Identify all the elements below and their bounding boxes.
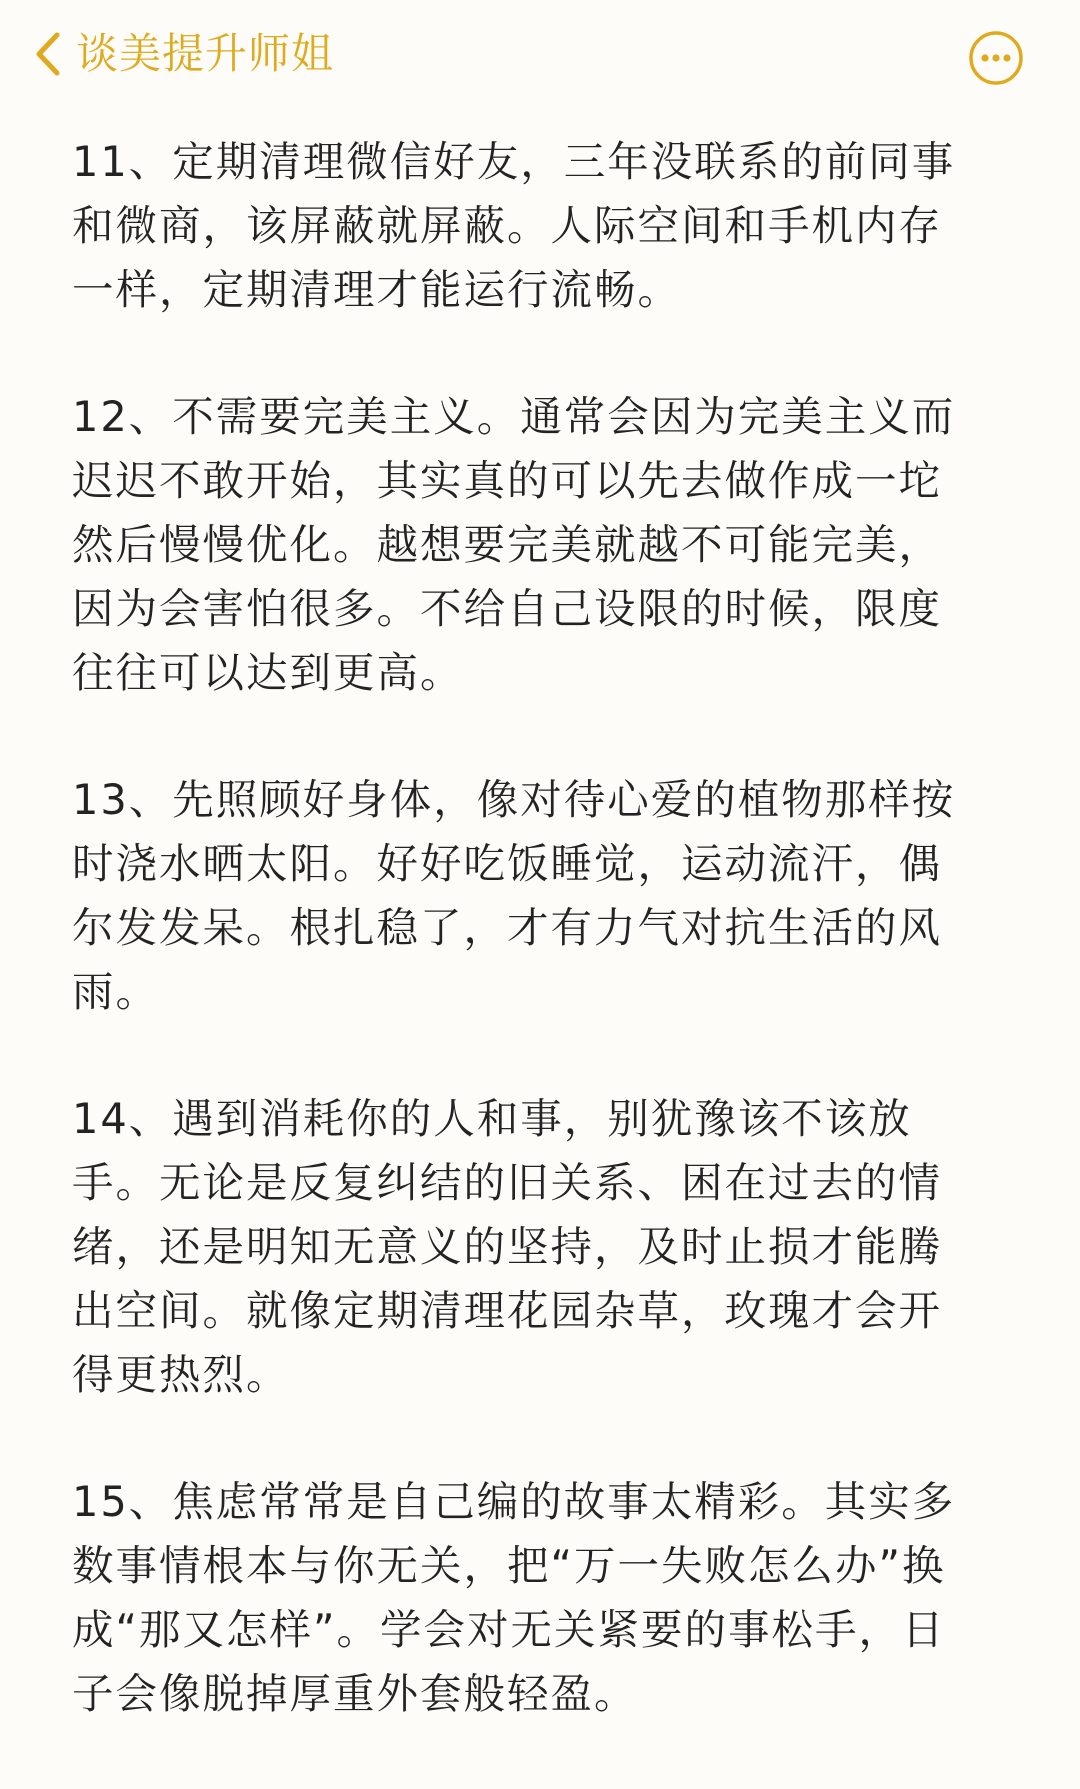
back-button[interactable] [34, 22, 334, 86]
note-body[interactable] [72, 130, 984, 1789]
note-paragraph-12: 12、不需要完美主义。通常会因为完美主义而迟迟不敢开始，其实真的可以先去做作成一坨然后慢慢优化。越想要完美就越不可能完美，因为会害怕很多。不给自己设限的时候，限度往往可以达到更高。 [72, 392, 956, 697]
more-options-button[interactable] [968, 30, 1024, 86]
navigation-bar [0, 0, 1080, 112]
chevron-left-icon [34, 31, 62, 77]
more-horizontal-icon [968, 30, 1024, 86]
note-paragraph-15: 15、焦虑常常是自己编的故事太精彩。其实多数事情根本与你无关，把“万一失败怎么办”换成“那又怎样”。学会对无关紧要的事松手，日子会像脱掉厚重外套般轻盈。 [72, 1477, 956, 1718]
note-paragraph-13: 13、先照顾好身体，像对待心爱的植物那样按时浇水晒太阳。好好吃饭睡觉，运动流汗，偶尔发发呆。根扎稳了，才有力气对抗生活的风雨。 [72, 775, 956, 1016]
note-paragraph-14: 14、遇到消耗你的人和事，别犹豫该不该放手。无论是反复纠结的旧关系、困在过去的情绪，还是明知无意义的坚持，及时止损才能腾出空间。就像定期清理花园杂草，玫瑰才会开得更热烈。 [72, 1094, 943, 1399]
page-title: 谈美提升师姐 [76, 29, 335, 78]
note-paragraph-11: 11、定期清理微信好友，三年没联系的前同事和微商，该屏蔽就屏蔽。人际空间和手机内存一样，定期清理才能运行流畅。 [72, 137, 956, 314]
